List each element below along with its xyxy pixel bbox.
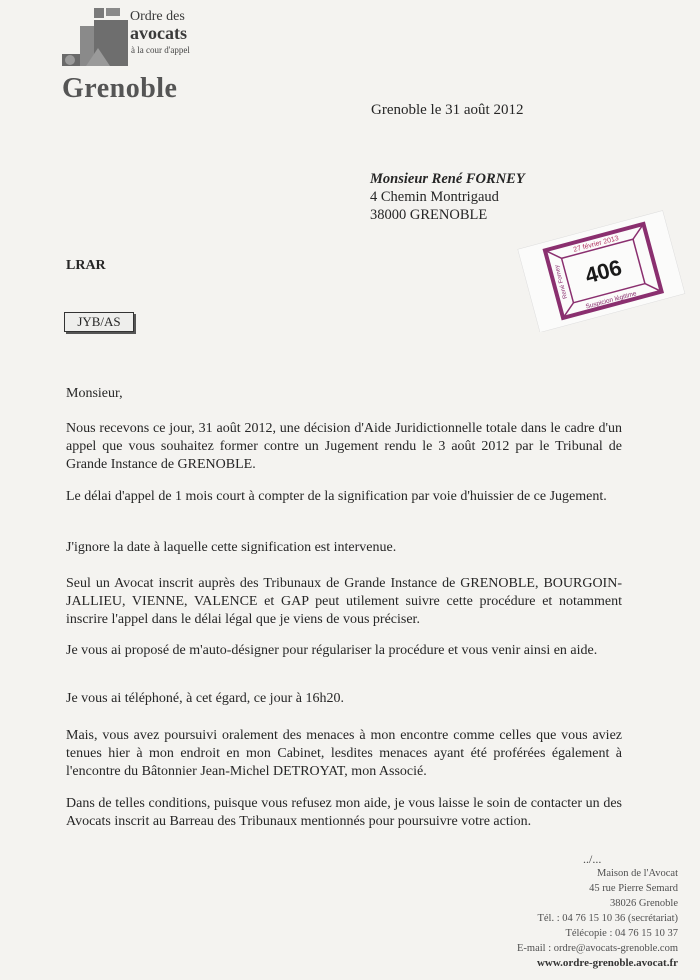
delivery-mode: LRAR [66, 258, 106, 273]
letter-date: Grenoble le 31 août 2012 [371, 102, 524, 118]
recipient-block [370, 170, 525, 224]
paragraph-1: Nous recevons ce jour, 31 août 2012, une décision d'Aide Juridictionnelle totale dans le cadre d'un appel que vous souhaitez former contre un Jugement rendu le 3 août 2012 par le Tribunal de Grande Instance de GRENOBLE. [66, 421, 622, 472]
salutation: Monsieur, [66, 386, 123, 401]
paragraph-7: Mais, vous avez poursuivi oralement des menaces à mon encontre comme celles que vous aviez tenues hier à mon endroit en mon Cabinet, lesdites menaces ayant été proférées également à l'encontre du Bâtonnier Jean-Michel DETROYAT, mon Associé. [66, 728, 622, 779]
recipient-name: Monsieur René FORNEY [370, 171, 525, 187]
footer-line2: 45 rue Pierre Semard [589, 883, 678, 894]
logo-text-line1: Ordre des [130, 9, 185, 24]
footer-tel: Tél. : 04 76 15 10 36 (secrétariat) [537, 913, 678, 924]
paragraph-5: Je vous ai proposé de m'auto-désigner pour régulariser la procédure et vous venir ainsi en aide. [66, 643, 598, 658]
footer-line3: 38026 Grenoble [610, 898, 678, 909]
continuation-mark: ../... [583, 852, 602, 866]
footer-fax: Télécopie : 04 76 15 10 37 [565, 928, 678, 939]
stamp-number: 406 [582, 254, 625, 289]
footer-contact [517, 852, 678, 971]
paragraph-8: Dans de telles conditions, puisque vous refusez mon aide, je vous laisse le soin de contacter un des Avocats inscrit au Barreau des Tribunaux mentionnés pour poursuivre votre action. [66, 796, 622, 829]
recipient-address-line2: 38000 GRENOBLE [370, 207, 488, 223]
reference-box: JYB/AS [64, 312, 134, 332]
footer-email[interactable]: E-mail : ordre@avocats-grenoble.com [517, 943, 678, 954]
stamp-side-text: René Forney [554, 264, 570, 300]
bar-association-logo-icon [58, 8, 130, 78]
paragraph-6: Je vous ai téléphoné, à cet égard, ce jour à 16h20. [66, 691, 344, 706]
stamp-date: 27 février 2013 [572, 234, 620, 254]
logo-city: Grenoble [62, 73, 178, 104]
footer-website[interactable]: www.ordre-grenoble.avocat.fr [536, 957, 678, 969]
recipient-address-line1: 4 Chemin Montrigaud [370, 189, 499, 205]
paragraph-2: Le délai d'appel de 1 mois court à compter de la signification par voie d'huissier de ce Jugement. [66, 489, 607, 504]
footer-line1: Maison de l'Avocat [596, 868, 678, 879]
received-stamp [512, 208, 694, 332]
logo-text-line3: à la cour d'appel [131, 45, 190, 55]
paragraph-3: J'ignore la date à laquelle cette signification est intervenue. [66, 540, 397, 555]
stamp-bottom-text: Suspicion légitime [584, 290, 638, 311]
logo-text-line2: avocats [130, 23, 187, 43]
paragraph-4: Seul un Avocat inscrit auprès des Tribunaux de Grande Instance de GRENOBLE, BOURGOIN-JALLIEU, VIENNE, VALENCE et GAP peut utilement suivre cette procédure et notamment inscrire l'appel dans le délai légal que je viens de vous préciser. [66, 576, 622, 627]
